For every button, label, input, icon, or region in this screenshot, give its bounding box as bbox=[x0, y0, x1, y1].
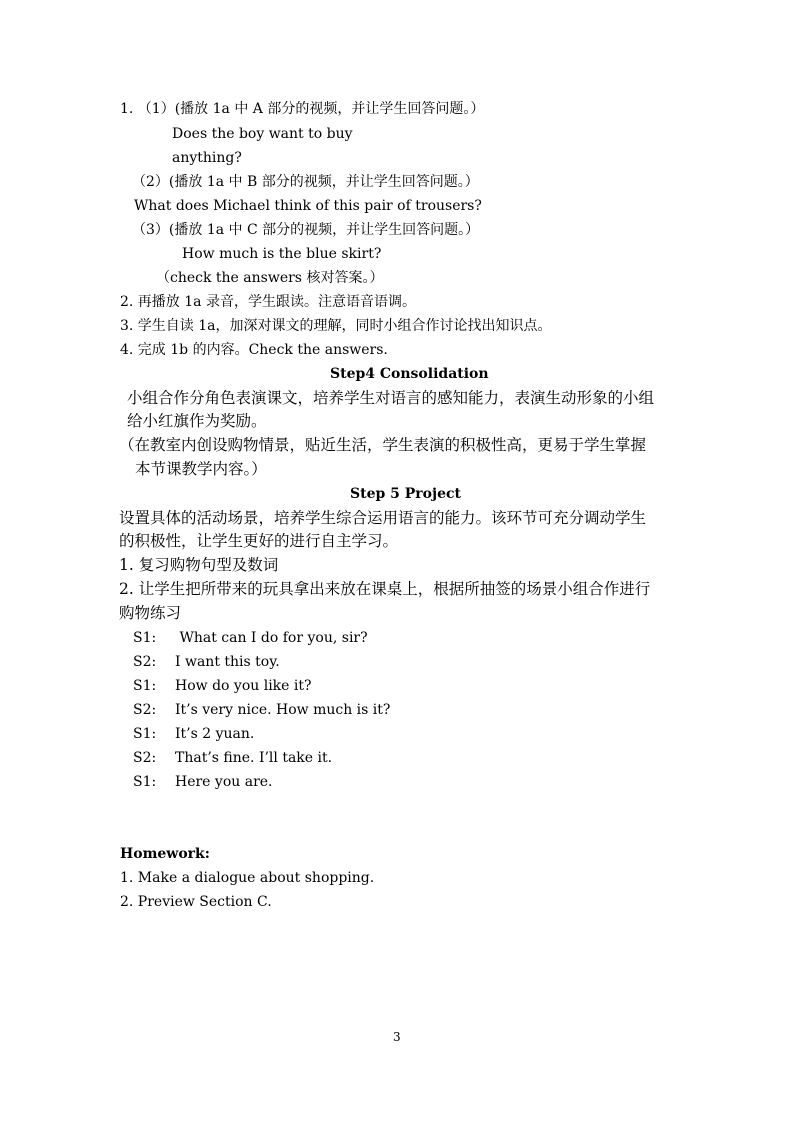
dialogue-line bbox=[133, 772, 273, 792]
step5-item-1: 1. 复习购物句型及数词 bbox=[119, 556, 279, 574]
step4-paragraph-1-line-1: 小组合作分角色表演课文，培养学生对语言的感知能力，表演生动形象的小组 bbox=[127, 389, 655, 407]
step4-paragraph-1-line-2: 给小红旗作为奖励。 bbox=[127, 412, 267, 430]
item-4: 4. 完成 1b 的内容。Check the answers. bbox=[120, 342, 388, 358]
dialogue-line bbox=[133, 652, 280, 672]
dialogue-speaker: S1: bbox=[133, 630, 157, 646]
item-1-part-3: （3）(播放 1a 中 C 部分的视频，并让学生回答问题。） bbox=[132, 222, 480, 238]
step5-paragraph-line-1: 设置具体的活动场景，培养学生综合运用语言的能力。该环节可充分调动学生 bbox=[119, 509, 647, 527]
dialogue-text: I want this toy. bbox=[175, 654, 280, 670]
dialogue-text: How do you like it? bbox=[175, 678, 312, 694]
question-1-line-2: anything? bbox=[172, 150, 242, 166]
step4-heading: Step4 Consolidation bbox=[330, 366, 489, 382]
dialogue-line bbox=[133, 676, 312, 696]
question-3: How much is the blue skirt? bbox=[182, 246, 382, 262]
dialogue-text: It’s very nice. How much is it? bbox=[175, 702, 391, 718]
dialogue-speaker: S2: bbox=[133, 654, 157, 670]
item-1-part-2: （2）(播放 1a 中 B 部分的视频，并让学生回答问题。） bbox=[132, 174, 479, 190]
step5-paragraph-line-2: 的积极性，让学生更好的进行自主学习。 bbox=[119, 532, 399, 550]
dialogue-speaker: S2: bbox=[133, 750, 157, 766]
dialogue-line bbox=[133, 700, 390, 720]
step5-item-2-line-2: 购物练习 bbox=[119, 604, 182, 622]
step4-paragraph-2-line-1: （在教室内创设购物情景，贴近生活，学生表演的积极性高，更易于学生掌握 bbox=[119, 436, 647, 454]
dialogue-line bbox=[133, 628, 368, 648]
homework-title: Homework: bbox=[120, 846, 210, 862]
dialogue-text: What can I do for you, sir? bbox=[175, 630, 368, 646]
homework-item: 1. Make a dialogue about shopping. bbox=[120, 870, 375, 886]
dialogue-text: That’s fine. I’ll take it. bbox=[175, 750, 333, 766]
dialogue-speaker: S2: bbox=[133, 702, 157, 718]
dialogue-text: It’s 2 yuan. bbox=[175, 726, 255, 742]
step5-heading: Step 5 Project bbox=[350, 486, 461, 502]
step5-item-2-line-1: 2. 让学生把所带来的玩具拿出来放在课桌上，根据所抽签的场景小组合作进行 bbox=[119, 580, 651, 598]
dialogue-speaker: S1: bbox=[133, 726, 157, 742]
question-1-line-1: Does the boy want to buy bbox=[172, 126, 353, 142]
homework-item: 2. Preview Section C. bbox=[120, 894, 272, 910]
dialogue-text: Here you are. bbox=[175, 774, 273, 790]
dialogue-line bbox=[133, 748, 332, 768]
dialogue-line bbox=[133, 724, 254, 744]
item-1-intro: 1. （1）(播放 1a 中 A 部分的视频，并让学生回答问题。） bbox=[120, 101, 485, 117]
dialogue-speaker: S1: bbox=[133, 678, 157, 694]
check-answers: （check the answers 核对答案。） bbox=[156, 270, 384, 286]
question-2: What does Michael think of this pair of trousers? bbox=[134, 198, 482, 214]
item-3: 3. 学生自读 1a，加深对课文的理解，同时小组合作讨论找出知识点。 bbox=[120, 318, 552, 334]
item-2: 2. 再播放 1a 录音，学生跟读。注意语音语调。 bbox=[120, 294, 416, 310]
page-number: 3 bbox=[393, 1030, 401, 1044]
step4-paragraph-2-line-2: 本节课教学内容。） bbox=[135, 460, 267, 478]
dialogue-speaker: S1: bbox=[133, 774, 157, 790]
